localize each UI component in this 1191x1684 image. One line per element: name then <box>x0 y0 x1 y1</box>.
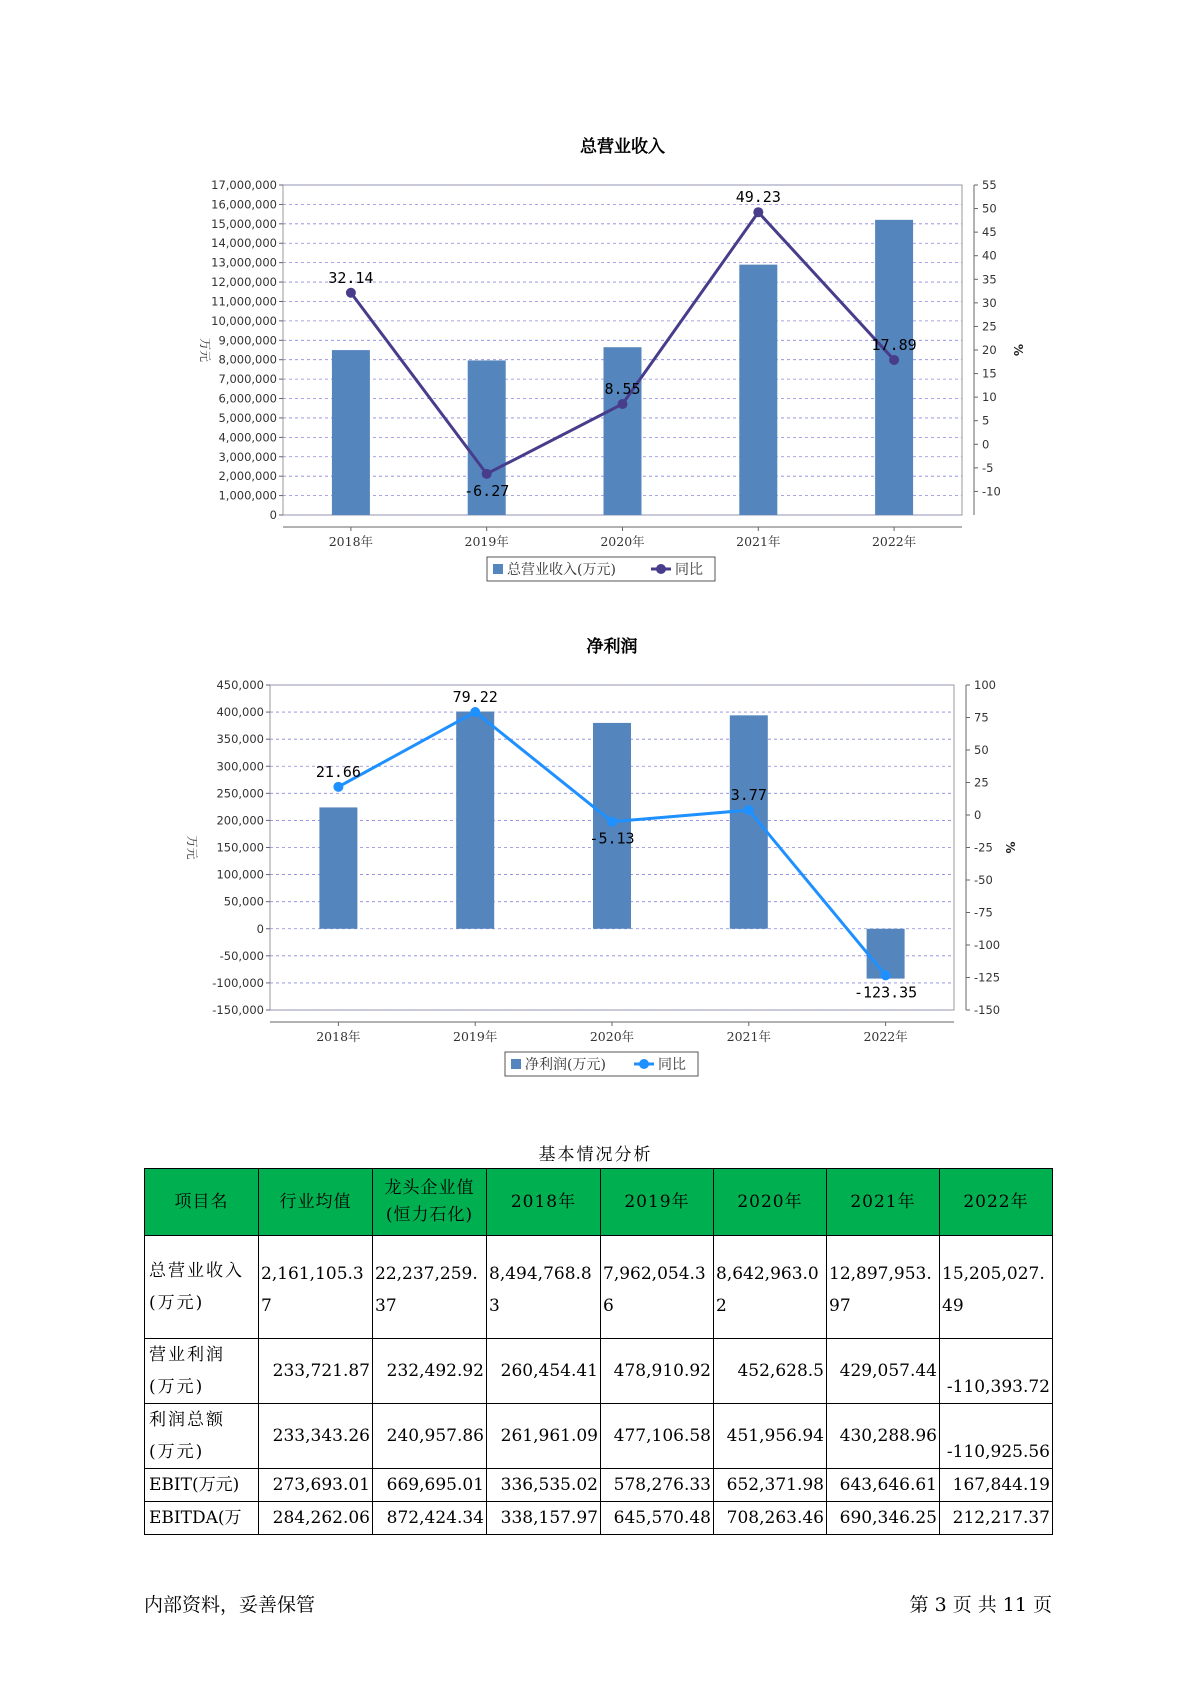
y2-tick-label: 55 <box>982 178 997 192</box>
bar <box>739 265 777 515</box>
legend-bar-label: 总营业收入(万元) <box>507 562 616 578</box>
table-row <box>145 1469 1053 1502</box>
y2-tick-label: 30 <box>982 295 997 310</box>
x-tick-label: 2022年 <box>871 534 917 549</box>
line-point <box>333 782 343 792</box>
line-point <box>618 399 628 409</box>
table-cell: 2,161,105.37 <box>259 1236 373 1339</box>
y2-tick-label: 0 <box>982 437 990 452</box>
table-cell: 645,570.48 <box>601 1502 714 1535</box>
y-tick-label: 250,000 <box>216 786 264 801</box>
y2-tick-label: 45 <box>982 225 997 240</box>
y-axis-label: 万元 <box>185 835 199 860</box>
header-2022: 2022年 <box>940 1169 1053 1236</box>
y2-tick-label: 20 <box>982 343 997 357</box>
x-tick-label: 2019年 <box>464 534 509 549</box>
legend-bar-swatch <box>511 1059 521 1069</box>
x-tick-label: 2018年 <box>328 534 374 549</box>
data-label: 3.77 <box>730 786 767 805</box>
y2-tick-label: 100 <box>974 678 996 692</box>
table-cell: 643,646.61 <box>827 1469 940 1502</box>
line-point <box>753 207 763 217</box>
y-tick-label: 15,000,000 <box>211 216 277 231</box>
y-tick-label: 2,000,000 <box>218 469 277 484</box>
legend-bar-swatch <box>493 564 503 574</box>
y-tick-label: 50,000 <box>223 894 264 909</box>
y2-tick-label: 75 <box>974 710 989 725</box>
data-label: -5.13 <box>589 829 635 848</box>
table-cell: 669,695.01 <box>373 1469 487 1502</box>
table-cell: 430,288.96 <box>827 1404 940 1469</box>
table-cell: 477,106.58 <box>601 1404 714 1469</box>
line-point <box>346 288 356 298</box>
y2-tick-label: 40 <box>982 248 997 263</box>
y2-tick-label: -100 <box>974 938 1001 952</box>
row-name: 利润总额 (万元) <box>145 1404 259 1469</box>
table-cell: 240,957.86 <box>373 1404 487 1469</box>
row-name: 总营业收入 (万元) <box>145 1236 259 1339</box>
table-cell: 167,844.19 <box>940 1469 1053 1502</box>
y2-axis-label: % <box>1011 343 1025 357</box>
table-header-row <box>145 1169 1053 1236</box>
header-2019: 2019年 <box>601 1169 714 1236</box>
legend-bar-label: 净利润(万元) <box>525 1057 606 1073</box>
y-tick-label: 400,000 <box>216 705 264 720</box>
table-row <box>145 1502 1053 1535</box>
y-axis-label: 万元 <box>198 337 212 363</box>
footer-page-number: 第 3 页 共 11 页 <box>909 1594 1052 1616</box>
header-leader-value: 龙头企业值 (恒力石化) <box>373 1169 487 1236</box>
y-tick-label: 350,000 <box>216 732 264 747</box>
y2-tick-label: 15 <box>982 366 997 381</box>
row-name: EBITDA(万 <box>145 1502 259 1535</box>
bar <box>604 347 642 515</box>
y-tick-label: 14,000,000 <box>211 236 277 251</box>
y-tick-label: 3,000,000 <box>218 449 277 464</box>
table-cell: 12,897,953.97 <box>827 1236 940 1339</box>
y2-axis-label: % <box>1003 841 1017 854</box>
y2-tick-label: -25 <box>974 840 993 855</box>
line-point <box>607 817 617 827</box>
row-name: 营业利润 (万元) <box>145 1339 259 1404</box>
y2-tick-label: 25 <box>982 319 997 334</box>
y2-tick-label: -50 <box>974 873 993 887</box>
header-2021: 2021年 <box>827 1169 940 1236</box>
bar <box>456 712 494 929</box>
line-point <box>482 469 492 479</box>
table-row <box>145 1339 1053 1404</box>
y-tick-label: 13,000,000 <box>211 255 277 270</box>
data-label: 17.89 <box>871 335 917 354</box>
data-label: 32.14 <box>328 268 374 287</box>
header-2018: 2018年 <box>487 1169 601 1236</box>
table-cell: 15,205,027.49 <box>940 1236 1053 1339</box>
row-name: EBIT(万元) <box>145 1469 259 1502</box>
y-tick-label: 4,000,000 <box>218 430 277 445</box>
line-point <box>881 970 891 980</box>
table-cell: 261,961.09 <box>487 1404 601 1469</box>
bar <box>332 350 370 515</box>
table-cell: 232,492.92 <box>373 1339 487 1404</box>
table-cell: 8,642,963.02 <box>714 1236 827 1339</box>
x-tick-label: 2021年 <box>726 1029 771 1044</box>
y2-tick-label: 25 <box>974 775 989 790</box>
line-point <box>470 707 480 717</box>
y2-tick-label: -5 <box>982 460 994 475</box>
table-cell: 429,057.44 <box>827 1339 940 1404</box>
chart-title: 净利润 <box>586 637 638 657</box>
y2-tick-label: 50 <box>974 743 989 757</box>
y-tick-label: 11,000,000 <box>211 294 277 309</box>
bar <box>730 715 768 928</box>
legend-line-label: 同比 <box>675 562 703 578</box>
table-cell: 578,276.33 <box>601 1469 714 1502</box>
y2-tick-label: -10 <box>982 484 1001 499</box>
table-cell: 338,157.97 <box>487 1502 601 1535</box>
y-tick-label: 9,000,000 <box>218 333 277 348</box>
table-cell: 872,424.34 <box>373 1502 487 1535</box>
table-cell: -110,393.72 <box>940 1339 1053 1404</box>
y-tick-label: 200,000 <box>216 813 264 828</box>
x-tick-label: 2021年 <box>736 534 781 549</box>
header-item-name: 项目名 <box>145 1169 259 1236</box>
bar <box>319 807 357 928</box>
y-tick-label: 300,000 <box>216 759 264 774</box>
data-label: -6.27 <box>464 481 510 500</box>
y-tick-label: 450,000 <box>216 678 264 692</box>
table-row <box>145 1236 1053 1339</box>
y2-tick-label: 5 <box>982 413 990 428</box>
y-tick-label: 10,000,000 <box>211 313 277 328</box>
y2-tick-label: -75 <box>974 905 993 920</box>
table-cell: 451,956.94 <box>714 1404 827 1469</box>
table-cell: 233,721.87 <box>259 1339 373 1404</box>
x-tick-label: 2020年 <box>589 1029 635 1044</box>
y-tick-label: 1,000,000 <box>218 488 277 503</box>
y2-tick-label: 50 <box>982 201 997 216</box>
data-label: 79.22 <box>452 688 498 707</box>
table-cell: 233,343.26 <box>259 1404 373 1469</box>
bar <box>875 220 913 515</box>
net-profit-chart <box>0 630 1191 1100</box>
x-tick-label: 2019年 <box>453 1029 498 1044</box>
y-tick-label: 0 <box>256 921 264 936</box>
table-cell: 478,910.92 <box>601 1339 714 1404</box>
legend-line-marker <box>639 1059 649 1069</box>
y-tick-label: 8,000,000 <box>218 352 277 367</box>
x-tick-label: 2022年 <box>863 1029 908 1044</box>
y-tick-label: 16,000,000 <box>211 197 277 212</box>
y-tick-label: -100,000 <box>212 975 264 990</box>
table-cell: 336,535.02 <box>487 1469 601 1502</box>
data-label: 49.23 <box>735 188 781 207</box>
table-cell: 8,494,768.83 <box>487 1236 601 1339</box>
y-tick-label: 5,000,000 <box>218 410 277 425</box>
footer-confidential-note: 内部资料，妥善保管 <box>144 1594 316 1616</box>
basic-analysis-table <box>144 1168 1053 1535</box>
table-title: 基本情况分析 <box>538 1145 653 1165</box>
table-cell: -110,925.56 <box>940 1404 1053 1469</box>
y2-tick-label: -125 <box>974 970 1001 985</box>
header-industry-avg: 行业均值 <box>259 1169 373 1236</box>
y-tick-label: 12,000,000 <box>211 275 277 290</box>
data-label: 8.55 <box>604 379 641 398</box>
x-tick-label: 2018年 <box>316 1029 361 1044</box>
y-tick-label: -50,000 <box>219 948 264 963</box>
table-cell: 284,262.06 <box>259 1502 373 1535</box>
data-label: -123.35 <box>853 983 918 1002</box>
chart-title: 总营业收入 <box>580 137 665 157</box>
table-cell: 212,217.37 <box>940 1502 1053 1535</box>
y-tick-label: 0 <box>269 508 277 522</box>
line-point <box>744 805 754 815</box>
table-cell: 22,237,259.37 <box>373 1236 487 1339</box>
table-cell: 273,693.01 <box>259 1469 373 1502</box>
y-tick-label: 6,000,000 <box>218 391 277 406</box>
table-cell: 452,628.5 <box>714 1339 827 1404</box>
y2-tick-label: 0 <box>974 808 982 822</box>
table-cell: 652,371.98 <box>714 1469 827 1502</box>
table-cell: 7,962,054.36 <box>601 1236 714 1339</box>
y2-tick-label: 35 <box>982 272 997 287</box>
table-row <box>145 1404 1053 1469</box>
y2-tick-label: -150 <box>974 1003 1001 1017</box>
table-cell: 708,263.46 <box>714 1502 827 1535</box>
x-tick-label: 2020年 <box>600 534 645 549</box>
data-label: 21.66 <box>315 762 361 781</box>
table-cell: 260,454.41 <box>487 1339 601 1404</box>
y-tick-label: -150,000 <box>212 1003 264 1017</box>
header-2020: 2020年 <box>714 1169 827 1236</box>
y-tick-label: 150,000 <box>216 840 264 855</box>
y-tick-label: 100,000 <box>216 867 264 882</box>
legend-line-marker <box>656 564 666 574</box>
line-point <box>889 355 899 365</box>
revenue-chart <box>0 130 1191 600</box>
table-cell: 690,346.25 <box>827 1502 940 1535</box>
y2-tick-label: 10 <box>982 390 997 405</box>
y-tick-label: 7,000,000 <box>218 372 277 387</box>
legend-line-label: 同比 <box>658 1057 686 1073</box>
y-tick-label: 17,000,000 <box>211 178 277 192</box>
